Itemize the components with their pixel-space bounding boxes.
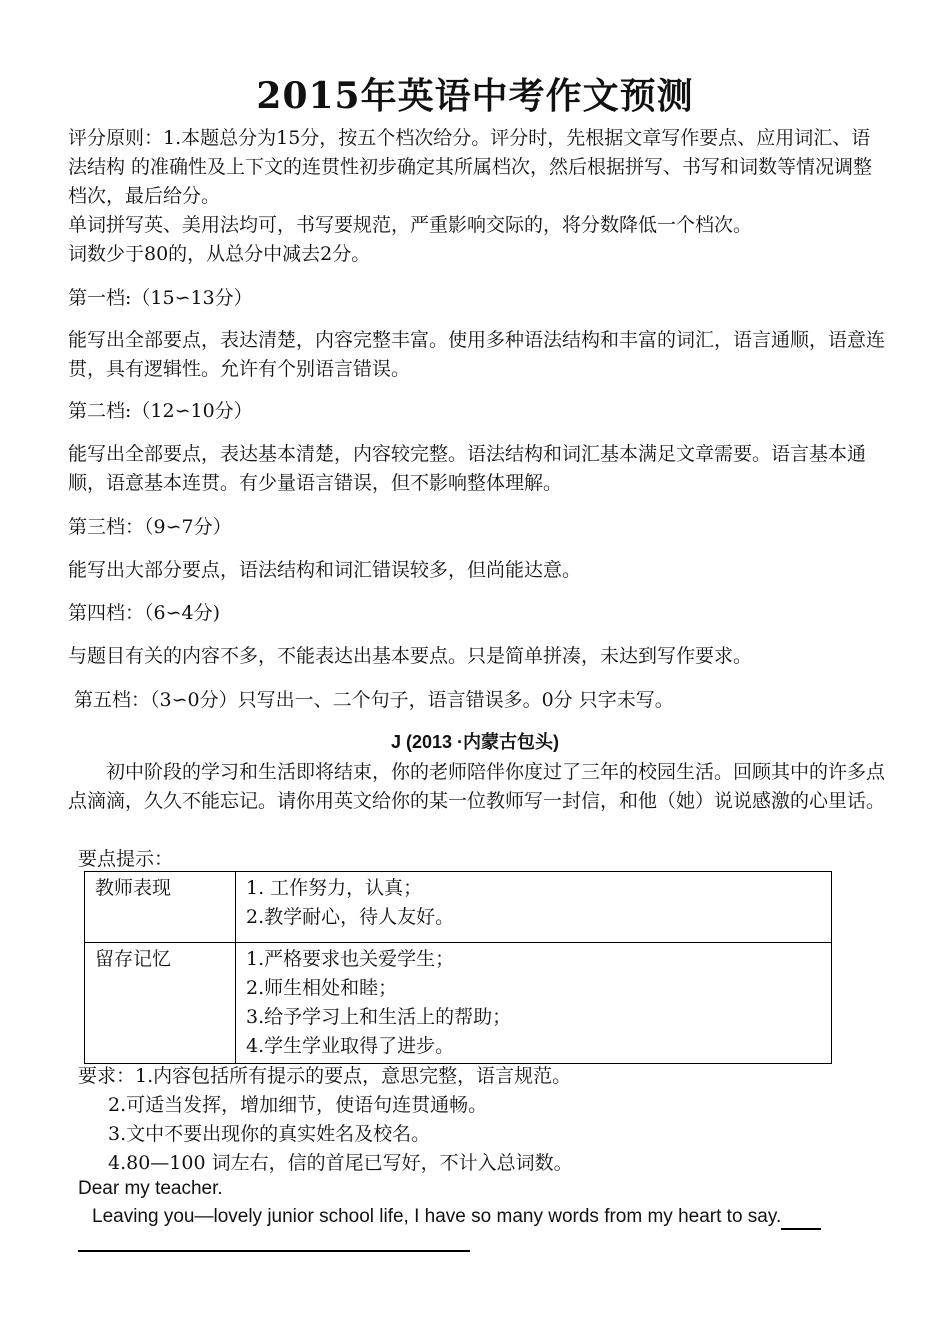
table-row	[85, 872, 832, 943]
letter-opening-text: Leaving you—lovely junior school life, I have so many words from my heart to say.	[92, 1206, 782, 1227]
table-items-cell	[236, 872, 832, 943]
task-source: J (2013 ·内蒙古包头)	[390, 732, 560, 752]
letter-opening	[92, 1206, 821, 1230]
answer-blank-line	[781, 1206, 821, 1230]
document-title: 2015年英语中考作文预测	[256, 75, 694, 117]
level3-desc: 能写出大部分要点，语法结构和词汇错误较多，但尚能达意。	[68, 559, 582, 581]
level2-desc: 能写出全部要点，表达基本清楚，内容较完整。语法结构和词汇基本满足文章需要。语言基本通顺，语意基本连贯。有少量语言错误，但不影响整体理解。	[68, 443, 867, 494]
level4-desc: 与题目有关的内容不多，不能表达出基本要点。只是简单拼凑，未达到写作要求。	[68, 645, 753, 667]
letter-salutation: Dear my teacher.	[78, 1178, 223, 1199]
scoring-principle: 评分原则：1.本题总分为15分，按五个档次给分。评分时，先根据文章写作要点、应用词汇、语法结构 的准确性及上下文的连贯性初步确定其所属档次，然后根据拼写、书写和词数等情况调整 档次，最后给分。	[68, 127, 873, 207]
level4-title: 第四档：（6∽4分)	[68, 602, 221, 624]
requirement-2: 2.可适当发挥，增加细节，使语句连贯通畅。	[108, 1094, 488, 1116]
level2-title: 第二档:（12∽10分）	[68, 400, 253, 422]
table-items-cell	[236, 943, 832, 1064]
table-item: 4.学生学业取得了进步。	[246, 1035, 455, 1057]
task-prompt: 初中阶段的学习和生活即将结束，你的老师陪伴你度过了三年的校园生活。回顾其中的许多点点滴滴，久久不能忘记。请你用英文给你的某一位教师写一封信，和他（她）说说感激的心里话。	[68, 761, 886, 812]
table-item: 3.给予学习上和生活上的帮助；	[246, 1006, 512, 1028]
answer-line	[78, 1250, 470, 1252]
requirement-1: 要求：1.内容包括所有提示的要点，意思完整，语言规范。	[78, 1065, 572, 1087]
table-head-cell: 留存记忆	[85, 943, 236, 1064]
table-item: 2.教学耐心，待人友好。	[246, 906, 455, 928]
level1-title: 第一档:（15∽13分）	[68, 287, 253, 309]
table-item: 1.严格要求也关爱学生；	[246, 948, 455, 970]
wordcount-rule: 词数少于80的，从总分中减去2分。	[68, 243, 371, 265]
requirement-4: 4.80—100 词左右，信的首尾已写好，不计入总词数。	[108, 1152, 573, 1174]
level5-desc: 第五档：（3∽0分）只写出一、二个句子，语言错误多。0分 只字未写。	[74, 689, 674, 711]
level1-desc: 能写出全部要点，表达清楚，内容完整丰富。使用多种语法结构和丰富的词汇，语言通顺，语意连贯，具有逻辑性。允许有个别语言错误。	[68, 329, 886, 380]
table-item: 1. 工作努力，认真；	[246, 877, 423, 899]
hints-table	[84, 871, 832, 1064]
table-item: 2.师生相处和睦；	[246, 977, 398, 999]
spelling-rule: 单词拼写英、美用法均可，书写要规范，严重影响交际的，将分数降低一个档次。	[68, 214, 753, 236]
level3-title: 第三档：（9∽7分）	[68, 516, 232, 538]
requirement-3: 3.文中不要出现你的真实姓名及校名。	[108, 1123, 431, 1145]
table-head-cell: 教师表现	[85, 872, 236, 943]
table-row	[85, 943, 832, 1064]
hints-label: 要点提示：	[78, 848, 174, 870]
